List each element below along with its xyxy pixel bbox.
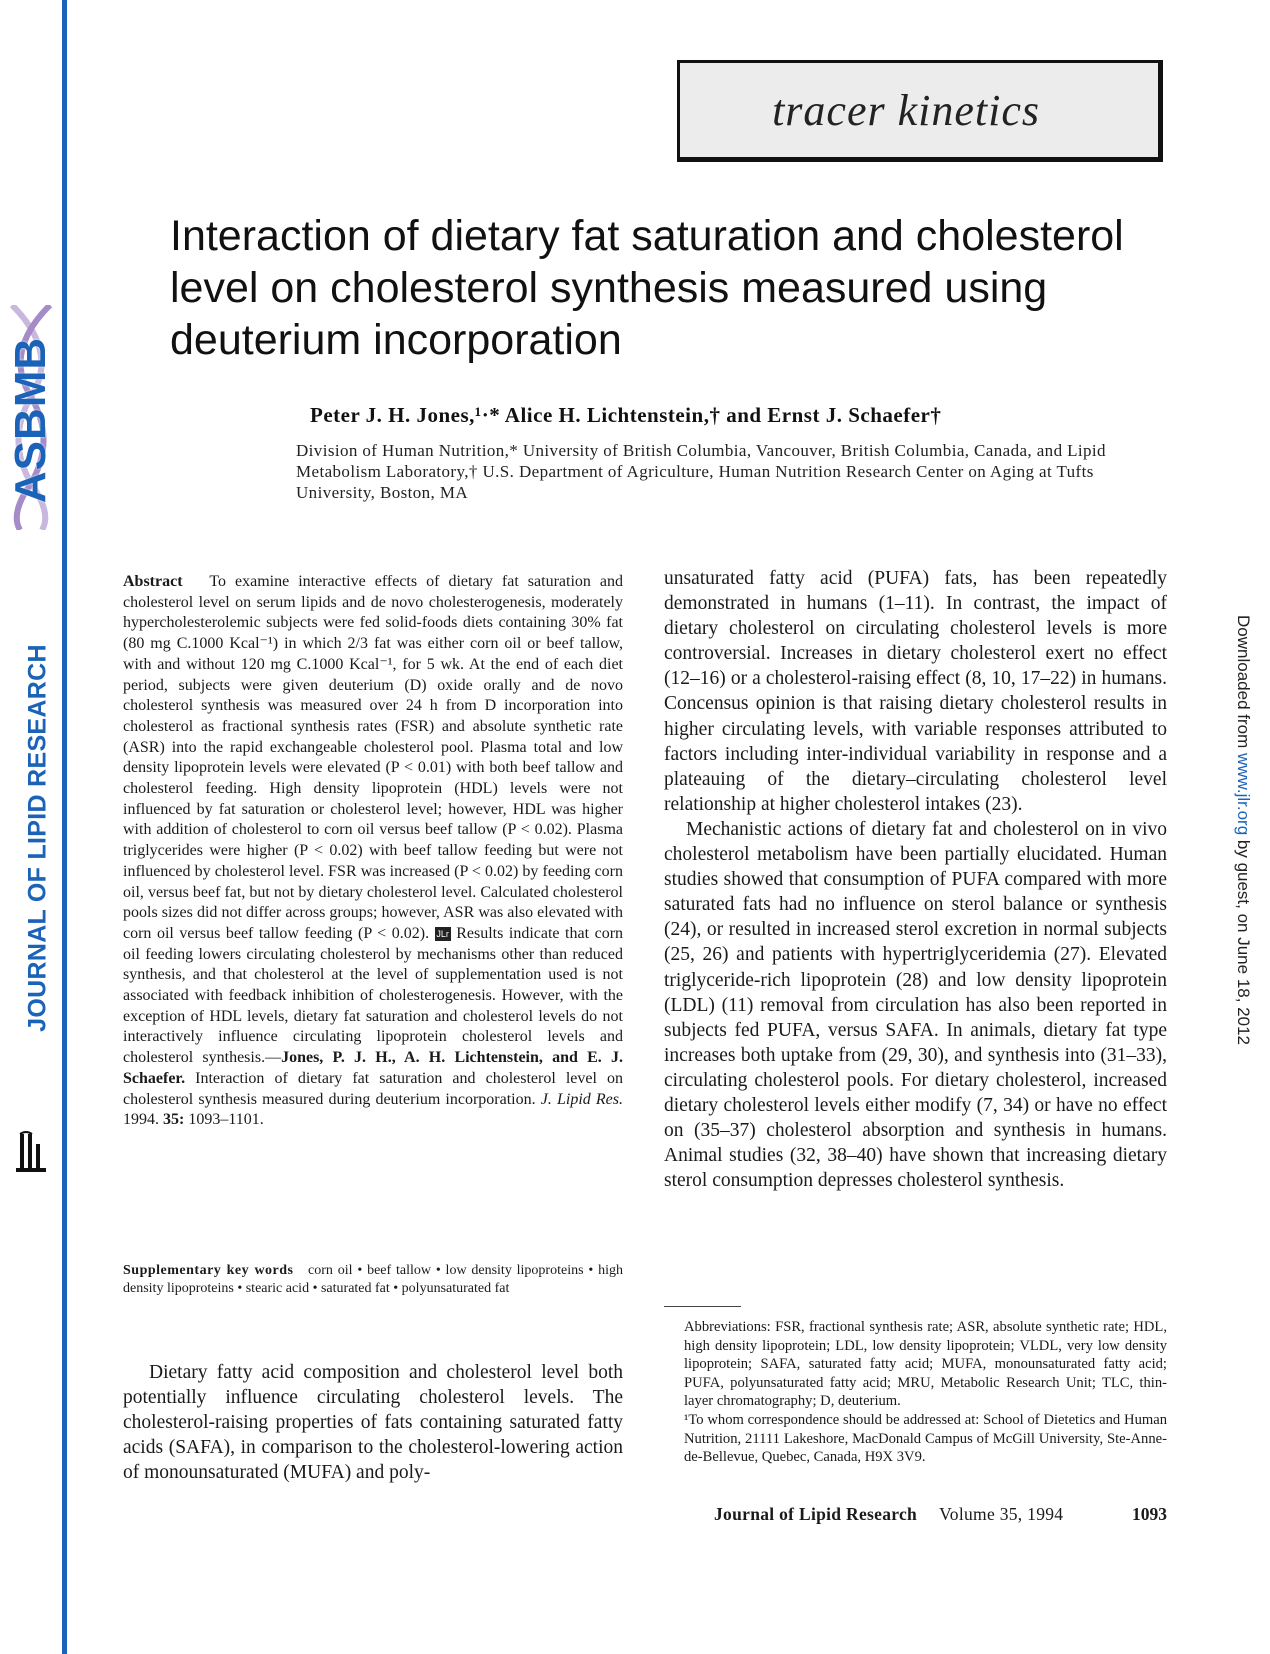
journal-side-strip xyxy=(0,0,68,1654)
footnote-rule xyxy=(664,1306,741,1307)
abstract xyxy=(123,572,623,1131)
abstract-text-1: To examine interactive effects of dietary fat saturation and cholesterol level on serum lipids and de novo cholesterogenesis, moderately hypercholesterolemic subjects were fed solid-foods diets containing 30% fat (80 mg C.1000 Kcal⁻¹) in which 2/3 fat was either corn oil or beef tallow, with and without 120 mg C.1000 Kcal⁻¹, for 5 wk. At the end of each diet period, subjects were given deuterium (D) oxide orally and de novo cholesterol synthesis was measured over 24 h from D incorporation into cholesterol as fractional synthesis rates (FSR) and absolute synthetic rate (ASR) into the rapid exchangeable cholesterol pool. Plasma total and low density lipoprotein levels were elevated (P < 0.01) with both beef tallow and cholesterol feeding. High density lipoprotein (HDL) levels were not influenced by fat saturation or cholesterol level; however, HDL was higher with addition of cholesterol to corn oil versus beef tallow (P < 0.02). Plasma triglycerides were higher (P < 0.02) with beef tallow feeding but were not influenced by cholesterol level. FSR was increased (P < 0.02) by feeding corn oil, versus beef fat, but not by dietary cholesterol level. Calculated cholesterol pools sizes did not differ across groups; however, ASR was also elevated with corn oil versus beef tallow feeding (P < 0.02). xyxy=(123,573,624,942)
citation-pages: 1093–1101. xyxy=(184,1111,264,1129)
section-label: tracer kinetics xyxy=(772,85,1040,135)
footer-volume: Volume 35, 1994 xyxy=(939,1504,1064,1524)
affiliation: Division of Human Nutrition,* University of British Columbia, Vancouver, British Columbia, Canada, and Lipid Metabolism Laboratory,† U.S. Department of Agriculture, Human Nutrition Research Center on Aging at Tufts University, Boston, MA xyxy=(296,441,1106,502)
body-paragraph-1: unsaturated fatty acid (PUFA) fats, has been repeatedly demonstrated in humans (1–11). In contrast, the impact of dietary cholesterol on circulating cholesterol levels is more controversial. Increases in dietary cholesterol exert no effect (12–16) or a cholesterol-raising effect (8, 10, 17–22) in humans. Concensus opinion is that raising dietary cholesterol results in higher circulating levels, with variable responses attributed to factors including inter-individual variability in response and a plateauing of the dietary–circulating cholesterol level relationship at higher cholesterol intakes (23). xyxy=(664,568,1167,815)
side-blue-rule xyxy=(62,0,67,1654)
citation-title: Interaction of dietary fat saturation and cholesterol level on cholesterol synthesis measured during deuterium incorporation. xyxy=(123,1069,623,1108)
intro-left xyxy=(123,1360,623,1485)
citation-authors: Jones, P. J. H., A. H. Lichtenstein, and E. J. Schaefer. xyxy=(123,1049,623,1087)
page-footer xyxy=(714,1504,1167,1525)
journal-name-vertical: JOURNAL OF LIPID RESEARCH xyxy=(23,644,52,1032)
keywords xyxy=(123,1262,623,1298)
jlr-mark-icon: JLr xyxy=(436,929,449,940)
author-list: Peter J. H. Jones,¹·* Alice H. Lichtenstein,† and Ernst J. Schaefer† xyxy=(310,403,942,427)
jlr-logo-icon xyxy=(14,1130,48,1176)
citation-year: 1994. xyxy=(123,1111,163,1129)
footnote-correspondence: ¹To whom correspondence should be addressed at: School of Dietetics and Human Nutrition, 21111 Lakeshore, MacDonald Campus of McGill University, Ste-Anne-de-Bellevue, Quebec, Canada, H9X 3V9. xyxy=(684,1411,1167,1466)
jlr-website-link[interactable]: www.jlr.org xyxy=(1234,752,1253,836)
footer-journal: Journal of Lipid Research xyxy=(714,1504,918,1524)
abstract-text-2: Results indicate that corn oil feeding lowers circulating cholesterol by mechanisms other than reduced synthesis, and that cholesterol at the level of supplementation used is not associated with feedback inhibition of cholesterogenesis. However, with the exception of HDL levels, dietary fat saturation and cholesterol levels do not interactively influence circulating lipoprotein cholesterol levels and cholesterol synthesis.— xyxy=(123,924,624,1067)
download-suffix: by guest, on June 18, 2012 xyxy=(1234,835,1253,1045)
citation-journal: J. Lipid Res. xyxy=(540,1090,623,1108)
body-right xyxy=(664,566,1167,1193)
intro-paragraph: Dietary fatty acid composition and cholesterol level both potentially influence circulating cholesterol levels. The cholesterol-raising properties of fats containing saturated fatty acids (SAFA), in comparison to the cholesterol-lowering action of monounsaturated (MUFA) and poly- xyxy=(123,1362,623,1483)
footnote-abbreviations: Abbreviations: FSR, fractional synthesis rate; ASR, absolute synthetic rate; HDL, high density lipoprotein; LDL, low density lipoprotein; VLDL, very low density lipoprotein; SAFA, saturated fatty acid; MUFA, monounsaturated fatty acid; PUFA, polyunsaturated fatty acid; MRU, Metabolic Research Unit; TLC, thin-layer chromatography; D, deuterium. xyxy=(684,1319,1167,1410)
footnotes xyxy=(664,1318,1167,1467)
abstract-heading: Abstract xyxy=(123,573,183,590)
page-number: 1093 xyxy=(1132,1504,1167,1524)
body-paragraph-2: Mechanistic actions of dietary fat and cholesterol on in vivo cholesterol metabolism have been partially elucidated. Human studies showed that consumption of PUFA compared with more saturated fats had no influence on sterol balance or synthesis (24), or resulted in increased sterol excretion in normal subjects (25, 26) and patients with hypertriglyceridemia (27). Elevated triglyceride-rich lipoprotein (28) and low density lipoprotein (LDL) (11) removal from circulation has also been reported in subjects fed PUFA, versus SAFA. In animals, dietary fat type increases both uptake from (29, 30), and synthesis into (31–33), circulating cholesterol pools. For dietary cholesterol, increased dietary cholesterol levels either modify (7, 34) or have no effect on (35–37) cholesterol absorption and synthesis in humans. Animal studies (32, 38–40) have shown that increasing dietary sterol consumption depresses cholesterol synthesis. xyxy=(664,818,1167,1192)
download-prefix: Downloaded from xyxy=(1234,615,1253,753)
article-title: Interaction of dietary fat saturation and cholesterol level on cholesterol synthesis measured using deuterium incorporation xyxy=(170,212,1124,364)
keywords-text: corn oil • beef tallow • low density lipoproteins • high density lipoproteins • stearic acid • saturated fat • polyunsaturated fat xyxy=(123,1263,623,1296)
download-note xyxy=(1233,615,1253,1045)
asbmb-logo: ASBMB xyxy=(6,336,55,504)
keywords-heading: Supplementary key words xyxy=(123,1263,294,1278)
citation-volume: 35: xyxy=(163,1111,185,1129)
section-label-box xyxy=(677,60,1163,162)
